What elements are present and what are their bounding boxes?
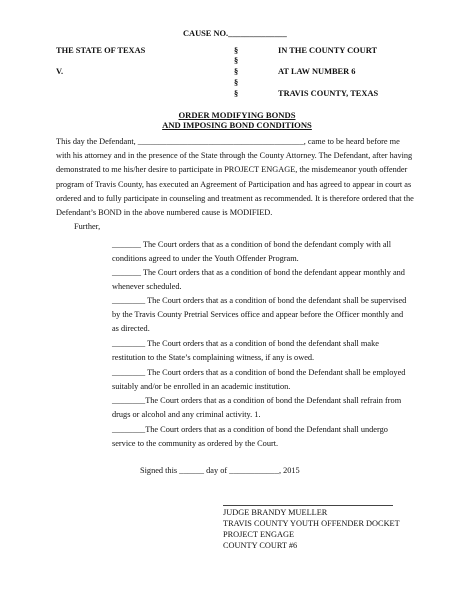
condition-line: _______ The Court orders that as a condition of bond the defendant appear monthly and	[112, 268, 405, 277]
intro-paragraph	[56, 135, 448, 220]
further-label: Further,	[74, 222, 101, 231]
judge-program: PROJECT ENGAGE	[223, 530, 295, 539]
section-mark: §	[234, 89, 239, 98]
caption-right-law-number: AT LAW NUMBER 6	[278, 67, 356, 76]
section-mark: §	[234, 67, 239, 76]
condition-item	[112, 366, 442, 394]
condition-item	[112, 294, 442, 337]
condition-item	[112, 337, 442, 365]
judge-name: JUDGE BRANDY MUELLER	[223, 508, 328, 517]
caption-left-versus: V.	[56, 67, 64, 76]
intro-line: demonstrated to me his/her desire to participate in PROJECT ENGAGE, the misdemeanor youth offender	[56, 165, 408, 175]
condition-item	[112, 423, 442, 451]
judge-docket: TRAVIS COUNTY YOUTH OFFENDER DOCKET	[223, 519, 400, 528]
condition-line: conditions agreed to under the Youth Offender Program.	[112, 254, 299, 264]
caption-right-county: TRAVIS COUNTY, TEXAS	[278, 89, 379, 98]
condition-line: whenever scheduled.	[112, 282, 182, 292]
caption-right-court: IN THE COUNTY COURT	[278, 46, 378, 55]
signed-date-line: Signed this ______ day of ____________, 2015	[140, 466, 300, 475]
section-mark: §	[234, 78, 239, 87]
order-title-line-1: ORDER MODIFYING BONDS	[178, 110, 296, 120]
condition-item	[112, 394, 442, 422]
caption-left-state: THE STATE OF TEXAS	[56, 46, 146, 55]
condition-line: ________ The Court orders that as a condition of bond the Defendant shall be employed	[112, 368, 406, 377]
intro-line: ordered and to fully participate in counseling and treatment as recommended. It is therefore ordered that the	[56, 193, 414, 203]
condition-line: _______ The Court orders that as a condition of bond the defendant comply with all	[112, 240, 392, 249]
condition-item	[112, 266, 442, 294]
signature-line	[223, 505, 393, 506]
condition-line: ________ The Court orders that as a condition of bond the defendant shall make	[112, 339, 379, 348]
intro-line: Defendant’s BOND in the above numbered cause is MODIFIED.	[56, 208, 273, 218]
section-mark: §	[234, 56, 239, 65]
condition-line: restitution to the State’s complaining witness, if any is owed.	[112, 353, 315, 363]
condition-line: suitably and/or be enrolled in an academic institution.	[112, 382, 291, 392]
cause-number: CAUSE NO.______________	[183, 29, 287, 38]
condition-line: drugs or alcohol and any criminal activity. 1.	[112, 410, 261, 420]
section-mark: §	[234, 46, 239, 55]
intro-line: This day the Defendant, ________________________________________, came to be heard before me	[56, 137, 400, 146]
condition-line: ________The Court orders that as a condition of bond the Defendant shall undergo	[112, 425, 388, 434]
condition-line: ________The Court orders that as a condition of bond the Defendant shall refrain from	[112, 396, 402, 405]
intro-line: program of Travis County, has executed an Agreement of Participation and has agreed to appear in court as	[56, 179, 412, 189]
judge-court: COUNTY COURT #6	[223, 541, 298, 550]
condition-line: ________ The Court orders that as a condition of bond the defendant shall be supervised	[112, 296, 407, 305]
order-title-line-2: AND IMPOSING BOND CONDITIONS	[162, 120, 312, 130]
condition-item	[112, 238, 442, 266]
condition-line: by the Travis County Pretrial Services office and appear before the Officer monthly and	[112, 310, 404, 320]
intro-line: with his attorney and in the presence of the State through the County Attorney. The Defendant, after having	[56, 151, 413, 161]
judge-block	[223, 507, 400, 551]
condition-line: as directed.	[112, 324, 150, 334]
condition-line: service to the community as ordered by the Court.	[112, 439, 279, 449]
